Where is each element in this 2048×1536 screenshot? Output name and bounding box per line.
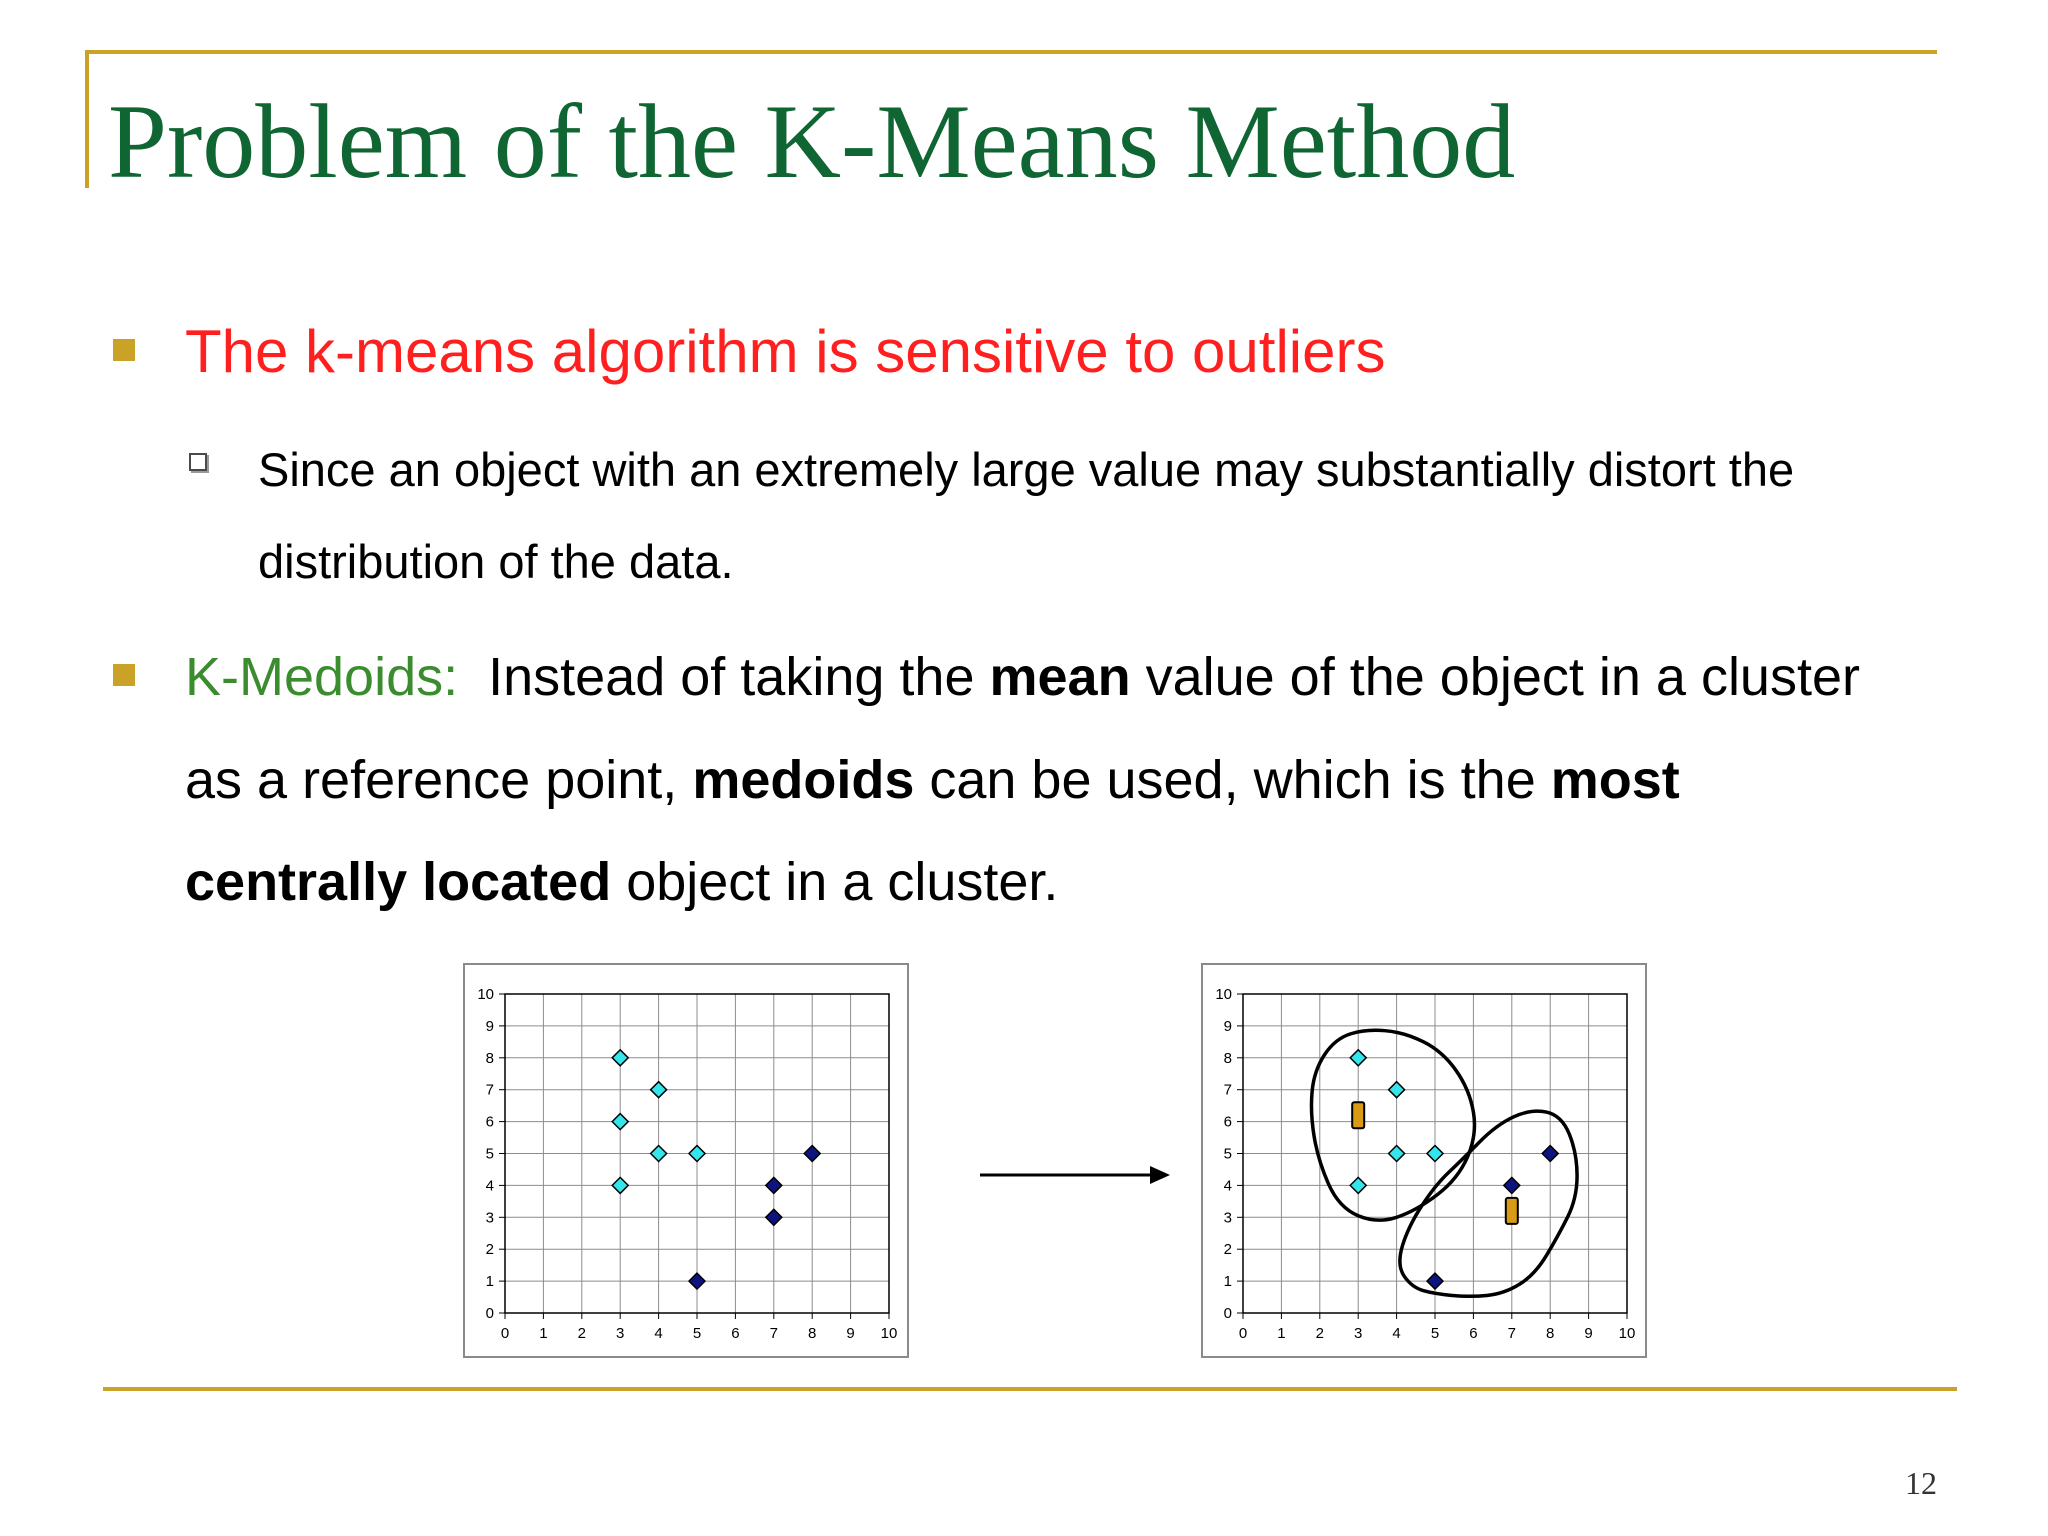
x-tick-label: 1 — [539, 1325, 548, 1342]
y-tick-label: 3 — [485, 1209, 494, 1227]
x-tick-label: 2 — [577, 1325, 586, 1342]
medoid-marker — [1352, 1102, 1364, 1128]
y-tick-label: 10 — [1215, 986, 1232, 1003]
data-point-diamond — [612, 1177, 628, 1193]
scatter-plot-before — [465, 965, 911, 1360]
text-run: value of the object in a cluster — [1130, 647, 1860, 707]
bullet-outliers: The k-means algorithm is sensitive to outliers — [185, 318, 1386, 385]
y-tick-label: 0 — [485, 1305, 494, 1322]
data-point-diamond — [689, 1273, 705, 1289]
x-tick-label: 3 — [616, 1325, 625, 1342]
y-tick-label: 5 — [485, 1145, 494, 1163]
y-tick-label: 6 — [1223, 1113, 1232, 1131]
x-tick-label: 9 — [846, 1325, 855, 1342]
y-tick-label: 10 — [477, 986, 494, 1003]
x-tick-label: 0 — [500, 1325, 510, 1342]
bullet-square-icon — [113, 664, 135, 686]
y-tick-label: 0 — [1223, 1305, 1232, 1322]
y-tick-label: 9 — [1223, 1017, 1232, 1035]
data-point-diamond — [1427, 1273, 1443, 1289]
bullet-kmedoids-line-2 — [185, 746, 1680, 814]
y-tick-label: 5 — [1223, 1145, 1232, 1163]
data-point-diamond — [1350, 1177, 1366, 1193]
text-run: object in a cluster. — [611, 852, 1059, 912]
top-accent-rule — [85, 50, 1937, 54]
x-tick-label: 7 — [1507, 1325, 1516, 1342]
x-tick-label: 4 — [654, 1325, 663, 1342]
medoid-marker — [1506, 1198, 1518, 1224]
slide-title: Problem of the K-Means Method — [108, 83, 1516, 200]
sub-bullet-box-icon — [189, 453, 207, 471]
data-point-diamond — [612, 1114, 628, 1130]
y-tick-label: 6 — [485, 1113, 494, 1131]
x-tick-label: 8 — [808, 1325, 817, 1342]
x-tick-label: 6 — [1469, 1325, 1478, 1342]
data-point-diamond — [612, 1050, 628, 1066]
data-point-diamond — [766, 1209, 782, 1225]
x-tick-label: 10 — [880, 1325, 898, 1342]
x-tick-label: 8 — [1546, 1325, 1555, 1342]
x-tick-label: 1 — [1277, 1325, 1286, 1342]
text-run-bold: medoids — [692, 750, 915, 810]
x-tick-label: 3 — [1354, 1325, 1363, 1342]
x-tick-label: 10 — [1618, 1325, 1636, 1342]
data-point-diamond — [1504, 1177, 1520, 1193]
data-point-diamond — [804, 1146, 820, 1162]
y-tick-label: 4 — [1223, 1177, 1232, 1195]
y-tick-label: 8 — [485, 1049, 494, 1067]
data-point-diamond — [689, 1146, 705, 1162]
data-point-diamond — [1350, 1050, 1366, 1066]
bullet-kmedoids-line-3 — [185, 848, 1058, 916]
data-point-diamond — [1389, 1082, 1405, 1098]
chart-before — [463, 963, 909, 1358]
y-tick-label: 9 — [485, 1017, 494, 1035]
x-tick-label: 0 — [1238, 1325, 1248, 1342]
bullet-kmedoids-line-1 — [185, 643, 1860, 711]
text-run: Instead of taking the — [458, 647, 990, 707]
y-tick-label: 7 — [1223, 1081, 1232, 1099]
bullet-square-icon — [113, 339, 135, 361]
x-tick-label: 5 — [1430, 1325, 1440, 1342]
y-tick-label: 8 — [1223, 1049, 1232, 1067]
y-tick-label: 4 — [485, 1177, 494, 1195]
y-tick-label: 1 — [1223, 1273, 1232, 1291]
y-tick-label: 3 — [1223, 1209, 1232, 1227]
x-tick-label: 7 — [769, 1325, 778, 1342]
y-tick-label: 2 — [485, 1241, 494, 1259]
text-run-bold: most — [1550, 750, 1680, 810]
cluster-outline — [1311, 1030, 1474, 1220]
left-accent-rule — [85, 50, 89, 188]
text-run-bold: mean — [989, 647, 1131, 707]
text-run: can be used, which is the — [914, 750, 1551, 810]
right-arrow-icon — [980, 1160, 1175, 1190]
kmedoids-label: K-Medoids: — [185, 647, 459, 707]
data-point-diamond — [651, 1082, 667, 1098]
x-tick-label: 2 — [1315, 1325, 1324, 1342]
chart-after — [1201, 963, 1647, 1358]
y-tick-label: 7 — [485, 1081, 494, 1099]
sub-bullet-line-2: distribution of the data. — [258, 535, 734, 588]
data-point-diamond — [1542, 1146, 1558, 1162]
text-run: as a reference point, — [185, 750, 693, 810]
scatter-plot-after — [1203, 965, 1649, 1360]
sub-bullet-line-1: Since an object with an extremely large value may substantially distort the — [258, 443, 1795, 496]
x-tick-label: 5 — [692, 1325, 702, 1342]
bottom-accent-rule — [103, 1387, 1957, 1391]
data-point-diamond — [1389, 1146, 1405, 1162]
y-tick-label: 2 — [1223, 1241, 1232, 1259]
x-tick-label: 6 — [731, 1325, 740, 1342]
data-point-diamond — [766, 1177, 782, 1193]
data-point-diamond — [1427, 1146, 1443, 1162]
x-tick-label: 4 — [1392, 1325, 1401, 1342]
x-tick-label: 9 — [1584, 1325, 1593, 1342]
page-number: 12 — [1905, 1465, 1937, 1501]
data-point-diamond — [651, 1146, 667, 1162]
text-run-bold: centrally located — [185, 852, 612, 912]
y-tick-label: 1 — [485, 1273, 494, 1291]
